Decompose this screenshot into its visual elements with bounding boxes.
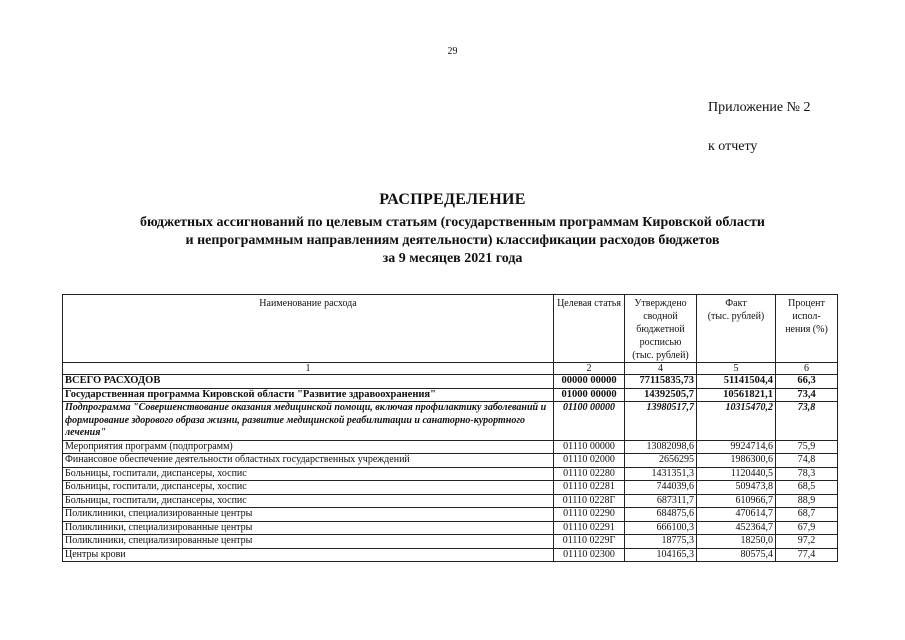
row-fact-cell: 18250,0 bbox=[697, 535, 776, 549]
row-percent-cell: 97,2 bbox=[776, 535, 838, 549]
row-name-cell: Поликлиники, специализированные центры bbox=[63, 521, 554, 535]
row-percent-cell: 77,4 bbox=[776, 548, 838, 562]
row-code-cell: 01100 00000 bbox=[554, 402, 625, 441]
row-percent-cell: 74,8 bbox=[776, 454, 838, 468]
table-row bbox=[63, 402, 838, 441]
row-code-cell: 01110 02291 bbox=[554, 521, 625, 535]
row-approved-cell: 104165,3 bbox=[625, 548, 697, 562]
appendix-subtitle: к отчету bbox=[708, 139, 758, 154]
row-code-cell: 01110 0229Г bbox=[554, 535, 625, 549]
row-approved-cell: 1431351,3 bbox=[625, 467, 697, 481]
row-name-cell: Мероприятия программ (подпрограмм) bbox=[63, 440, 554, 454]
row-percent-cell: 78,3 bbox=[776, 467, 838, 481]
row-name-cell: Центры крови bbox=[63, 548, 554, 562]
row-fact-cell: 51141504,4 bbox=[697, 375, 776, 389]
row-code-cell: 01110 00000 bbox=[554, 440, 625, 454]
header-percent-line: Процент bbox=[788, 298, 825, 309]
table-row bbox=[63, 454, 838, 468]
row-name-cell: Поликлиники, специализированные центры bbox=[63, 508, 554, 522]
row-percent-cell: 68,5 bbox=[776, 481, 838, 495]
row-approved-cell: 14392505,7 bbox=[625, 388, 697, 402]
row-code-cell: 01000 00000 bbox=[554, 388, 625, 402]
table-row bbox=[63, 535, 838, 549]
table-row bbox=[63, 508, 838, 522]
title-line-1: бюджетных ассигнований по целевым статьям (государственным программам Кировской области bbox=[140, 215, 765, 230]
row-name-cell: Подпрограмма "Совершенствование оказания медицинской помощи, включая профилактику заболеваний и формирование здорового образа жизни, развитие медицинской реабилитации и санаторно-курортного лечения" bbox=[63, 402, 554, 441]
row-percent-cell: 66,3 bbox=[776, 375, 838, 389]
title-line-2: и непрограммным направлениям деятельности) классификации расходов бюджетов bbox=[185, 233, 720, 248]
row-fact-cell: 1986300,6 bbox=[697, 454, 776, 468]
appendix-label: Приложение № 2 bbox=[708, 100, 811, 115]
header-fact-line: (тыс. рублей) bbox=[707, 311, 765, 322]
row-code-cell: 00000 00000 bbox=[554, 375, 625, 389]
table-row bbox=[63, 375, 838, 389]
row-code-cell: 01110 0228Г bbox=[554, 494, 625, 508]
row-name-cell: Больницы, госпитали, диспансеры, хоспис bbox=[63, 481, 554, 495]
row-fact-cell: 470614,7 bbox=[697, 508, 776, 522]
header-name: Наименование расхода bbox=[63, 295, 554, 363]
table-row bbox=[63, 481, 838, 495]
header-approved-line: (тыс. рублей) bbox=[632, 350, 689, 361]
header-article: Целевая статья bbox=[554, 295, 625, 363]
row-approved-cell: 684875,6 bbox=[625, 508, 697, 522]
table-row bbox=[63, 440, 838, 454]
document-title: РАСПРЕДЕЛЕНИЕ bbox=[379, 191, 526, 208]
row-approved-cell: 744039,6 bbox=[625, 481, 697, 495]
row-name-cell: Государственная программа Кировской области "Развитие здравоохранения" bbox=[63, 388, 554, 402]
row-code-cell: 01110 02281 bbox=[554, 481, 625, 495]
index-cell: 6 bbox=[776, 363, 838, 375]
row-approved-cell: 77115835,73 bbox=[625, 375, 697, 389]
document-title-block bbox=[0, 191, 905, 268]
page-number: 29 bbox=[447, 46, 458, 57]
column-index-row bbox=[63, 363, 838, 375]
row-fact-cell: 1120440,5 bbox=[697, 467, 776, 481]
table-row bbox=[63, 521, 838, 535]
budget-table bbox=[62, 294, 838, 562]
header-fact bbox=[697, 295, 776, 363]
row-fact-cell: 452364,7 bbox=[697, 521, 776, 535]
row-percent-cell: 73,8 bbox=[776, 402, 838, 441]
row-approved-cell: 13980517,7 bbox=[625, 402, 697, 441]
index-cell: 1 bbox=[63, 363, 554, 375]
row-code-cell: 01110 02000 bbox=[554, 454, 625, 468]
table-row bbox=[63, 548, 838, 562]
index-cell: 5 bbox=[697, 363, 776, 375]
row-name-cell: Финансовое обеспечение деятельности областных государственных учреждений bbox=[63, 454, 554, 468]
row-name-cell: Поликлиники, специализированные центры bbox=[63, 535, 554, 549]
row-approved-cell: 13082098,6 bbox=[625, 440, 697, 454]
header-approved-line: росписью bbox=[639, 337, 682, 348]
row-approved-cell: 666100,3 bbox=[625, 521, 697, 535]
row-fact-cell: 610966,7 bbox=[697, 494, 776, 508]
row-name-cell: Больницы, госпитали, диспансеры, хоспис bbox=[63, 467, 554, 481]
header-fact-line: Факт bbox=[725, 298, 747, 309]
row-code-cell: 01110 02300 bbox=[554, 548, 625, 562]
row-percent-cell: 73,4 bbox=[776, 388, 838, 402]
index-cell: 2 bbox=[554, 363, 625, 375]
table-row bbox=[63, 494, 838, 508]
table-header-row bbox=[63, 295, 838, 363]
row-code-cell: 01110 02280 bbox=[554, 467, 625, 481]
row-name-cell: Больницы, госпитали, диспансеры, хоспис bbox=[63, 494, 554, 508]
header-percent bbox=[776, 295, 838, 363]
row-fact-cell: 509473,8 bbox=[697, 481, 776, 495]
header-approved-line: Утверждено bbox=[634, 298, 687, 309]
header-approved bbox=[625, 295, 697, 363]
row-approved-cell: 2656295 bbox=[625, 454, 697, 468]
index-cell: 4 bbox=[625, 363, 697, 375]
row-percent-cell: 67,9 bbox=[776, 521, 838, 535]
header-approved-line: сводной bbox=[643, 311, 678, 322]
header-percent-line: испол- bbox=[792, 311, 821, 322]
row-fact-cell: 9924714,6 bbox=[697, 440, 776, 454]
row-fact-cell: 80575,4 bbox=[697, 548, 776, 562]
header-approved-line: бюджетной bbox=[636, 324, 685, 335]
row-approved-cell: 18775,3 bbox=[625, 535, 697, 549]
row-percent-cell: 68,7 bbox=[776, 508, 838, 522]
row-percent-cell: 75,9 bbox=[776, 440, 838, 454]
row-name-cell: ВСЕГО РАСХОДОВ bbox=[63, 375, 554, 389]
row-fact-cell: 10561821,1 bbox=[697, 388, 776, 402]
row-fact-cell: 10315470,2 bbox=[697, 402, 776, 441]
row-code-cell: 01110 02290 bbox=[554, 508, 625, 522]
title-line-3: за 9 месяцев 2021 года bbox=[382, 251, 523, 266]
header-percent-line: нения (%) bbox=[785, 324, 828, 335]
table-row bbox=[63, 467, 838, 481]
table-row bbox=[63, 388, 838, 402]
row-approved-cell: 687311,7 bbox=[625, 494, 697, 508]
row-percent-cell: 88,9 bbox=[776, 494, 838, 508]
